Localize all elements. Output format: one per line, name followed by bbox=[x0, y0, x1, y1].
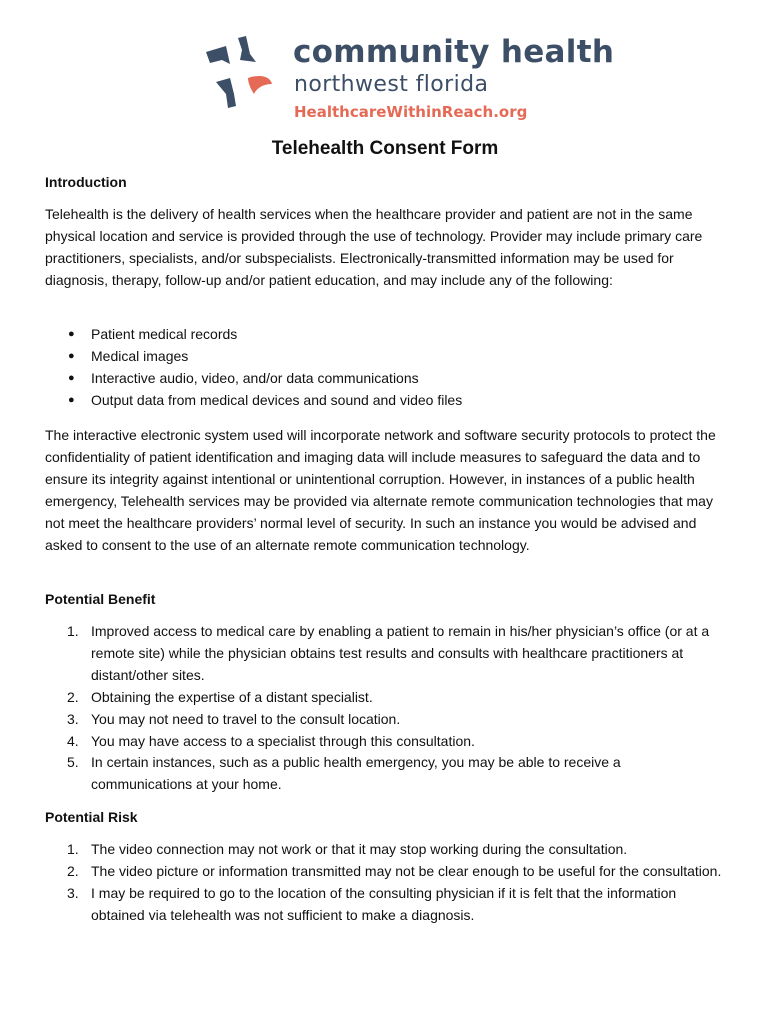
introduction-paragraph: Telehealth is the delivery of health services when the healthcare provider and patient are not in the same physical location and service is provided through the use of technology. Provider may include primary care practitioners, specialists, and/or subspecialists. Electronically-transmitted information may be used for diagnosis, therapy, follow-up and/or patient education, and may include any of the following: bbox=[45, 206, 703, 288]
list-item-text: You may not need to travel to the consult location. bbox=[91, 710, 401, 727]
page-title: Telehealth Consent Form bbox=[271, 138, 499, 159]
list-item bbox=[45, 390, 725, 412]
risk-heading: Potential Risk bbox=[45, 809, 138, 825]
list-item bbox=[45, 368, 725, 390]
list-item bbox=[45, 752, 725, 796]
list-number: 3. bbox=[67, 884, 79, 901]
security-paragraph: The interactive electronic system used will incorporate network and software security protocols to protect the confidentiality of patient identification and imaging data will include measures to safeguard the data and to ensure its integrity against intentional or unintentional corruption. However, in instances of a public health emergency, Telehealth services may be provided via alternate remote communication technologies that may not meet the healthcare providers’ normal level of security. In such an instance you would be advised and asked to consent to the use of an alternate remote communication technology. bbox=[45, 427, 716, 553]
list-number: 2. bbox=[67, 862, 79, 879]
list-item bbox=[45, 731, 725, 753]
bullet-icon: ● bbox=[68, 393, 75, 406]
bullet-icon: ● bbox=[68, 328, 75, 340]
brand-name: community health bbox=[293, 34, 615, 70]
list-item-text: Output data from medical devices and sound and video files bbox=[91, 391, 463, 408]
list-item-text: You may have access to a specialist through this consultation. bbox=[91, 732, 475, 749]
list-number: 2. bbox=[67, 688, 79, 705]
bullet-icon: ● bbox=[68, 349, 75, 362]
list-number: 1. bbox=[67, 841, 79, 857]
list-number: 1. bbox=[67, 623, 79, 639]
introduction-heading: Introduction bbox=[45, 174, 127, 190]
list-number: 5. bbox=[67, 754, 79, 771]
list-item-text: Improved access to medical care by enabling a patient to remain in his/her physician’s office (or at a remote site) while the physician obtains test results and consults with healthcare practitioners at distant/other sites. bbox=[91, 623, 710, 683]
list-item-text: Patient medical records bbox=[91, 326, 238, 342]
list-item-text: The video connection may not work or that it may stop working during the consultation. bbox=[91, 841, 628, 857]
list-item-text: Interactive audio, video, and/or data communications bbox=[91, 369, 419, 386]
benefit-list bbox=[45, 621, 725, 796]
data-types-list bbox=[45, 324, 725, 412]
brand-region: northwest florida bbox=[294, 72, 489, 97]
benefit-heading: Potential Benefit bbox=[45, 591, 156, 607]
list-item bbox=[45, 861, 725, 883]
list-item bbox=[45, 839, 725, 861]
list-item bbox=[45, 687, 725, 709]
list-number: 4. bbox=[67, 732, 79, 749]
list-item bbox=[45, 709, 725, 731]
list-item bbox=[45, 883, 725, 927]
list-item-text: Medical images bbox=[91, 347, 189, 364]
bullet-icon: ● bbox=[68, 371, 75, 384]
risk-list bbox=[45, 839, 725, 927]
list-item bbox=[45, 324, 725, 346]
list-item bbox=[45, 621, 725, 687]
list-item-text: Obtaining the expertise of a distant specialist. bbox=[91, 688, 373, 705]
list-item-text: I may be required to go to the location of the consulting physician if it is felt that the information obtained via telehealth was not sufficient to make a diagnosis. bbox=[91, 884, 677, 923]
list-item bbox=[45, 346, 725, 368]
logo-icon bbox=[200, 32, 280, 112]
brand-url: HealthcareWithinReach.org bbox=[294, 103, 528, 121]
list-number: 3. bbox=[67, 710, 79, 727]
list-item-text: In certain instances, such as a public health emergency, you may be able to receive a communications at your home. bbox=[91, 754, 621, 793]
organization-logo bbox=[200, 32, 615, 128]
list-item-text: The video picture or information transmitted may not be clear enough to be useful for the consultation. bbox=[91, 862, 722, 879]
